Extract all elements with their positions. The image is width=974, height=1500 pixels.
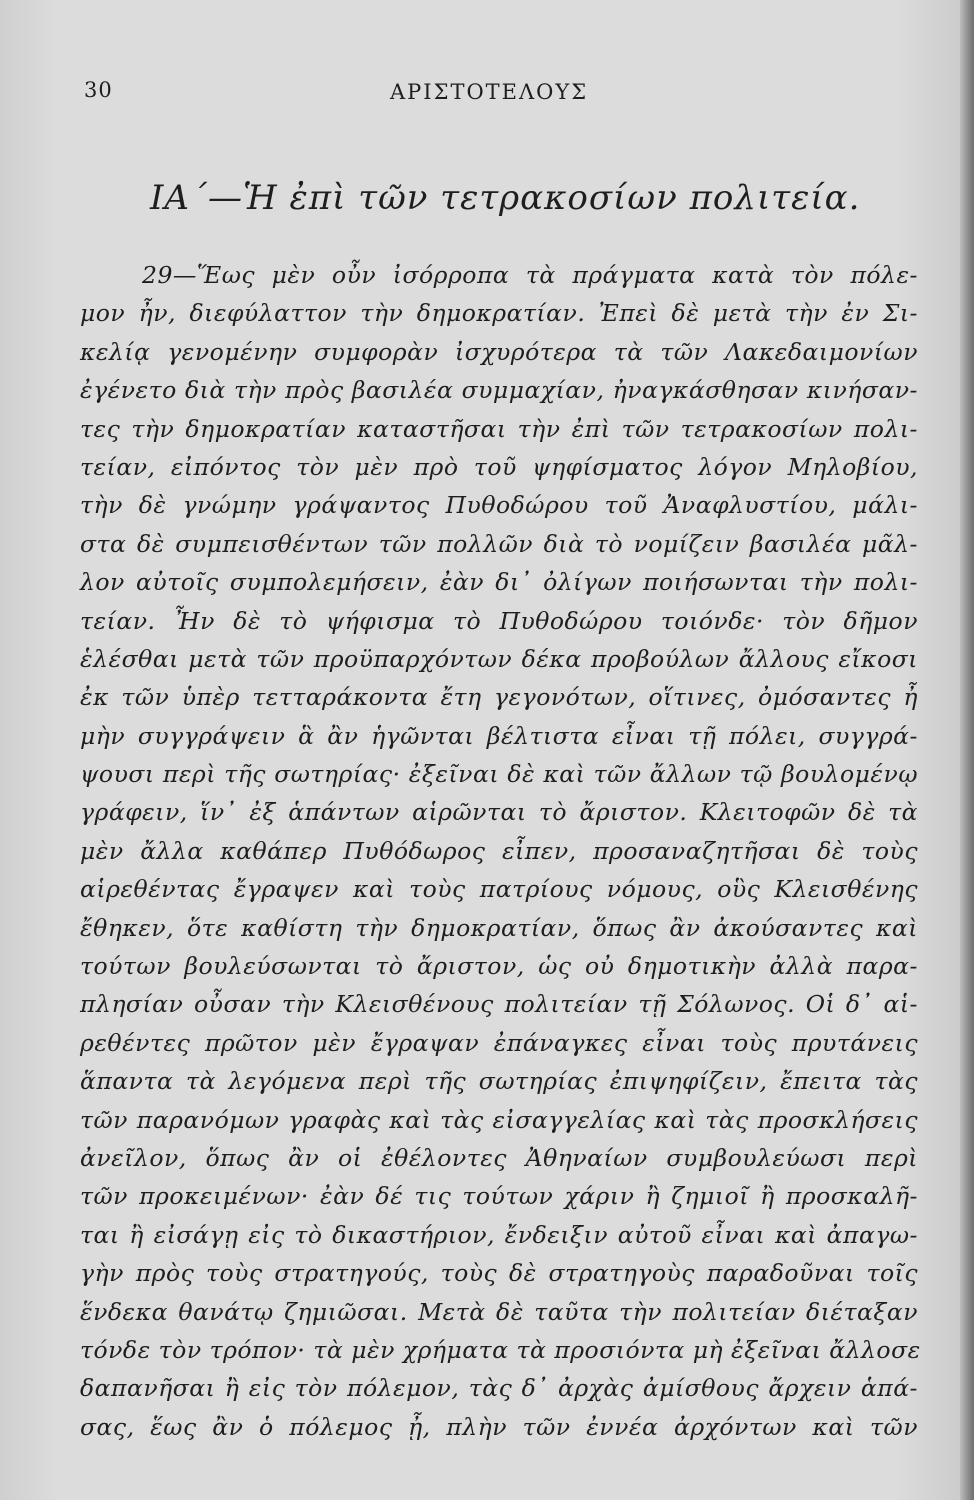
text-line: τὴν δὲ γνώμην γράψαντος Πυθοδώρου τοῦ Ἀναφλυστίου, μάλι- xyxy=(80,491,918,520)
text-line: αἱρεθέντας ἔγραψεν καὶ τοὺς πατρίους νόμους, οὓς Κλεισθένης xyxy=(80,875,918,904)
body-text xyxy=(80,256,921,1446)
running-head xyxy=(0,78,974,118)
text-line: ἀνεῖλον, ὅπως ἂν οἱ ἐθέλοντες Ἀθηναίων συμβουλεύωσι περὶ xyxy=(80,1143,918,1172)
text-line: τόνδε τὸν τρόπον· τὰ μὲν χρήματα τὰ προσιόντα μὴ ἐξεῖναι ἄλλοσε xyxy=(80,1335,921,1364)
text-line: τες τὴν δημοκρατίαν καταστῆσαι τὴν ἐπὶ τῶν τετρακοσίων πολι- xyxy=(80,414,918,443)
text-line: μὲν ἄλλα καθάπερ Πυθόδωρος εἶπεν, προσαναζητῆσαι δὲ τοὺς xyxy=(80,836,918,865)
text-line: μὴν συγγράψειν ἃ ἂν ἡγῶνται βέλτιστα εἶναι τῇ πόλει, συγγρά- xyxy=(80,721,918,750)
text-line: ρεθέντες πρῶτον μὲν ἔγραψαν ἐπάναγκες εἶναι τοὺς πρυτάνεις xyxy=(80,1028,918,1057)
text-line: τῶν προκειμένων· ἐὰν δέ τις τούτων χάριν ἢ ζημιοῖ ἢ προσκαλῆ- xyxy=(80,1182,918,1211)
text-line: τείαν. Ἦν δὲ τὸ ψήφισμα τὸ Πυθοδώρου τοιόνδε· τὸν δῆμον xyxy=(80,606,918,635)
text-line: μον ἦν, διεφύλαττον τὴν δημοκρατίαν. Ἐπεὶ δὲ μετὰ τὴν ἐν Σι- xyxy=(80,299,918,328)
text-line: ἐκ τῶν ὑπὲρ τετταράκοντα ἔτη γεγονότων, οἵτινες, ὀμόσαντες ἦ xyxy=(80,683,918,712)
text-line: ἑλέσθαι μετὰ τῶν προϋπαρχόντων δέκα προβούλων ἄλλους εἴκοσι xyxy=(80,644,918,673)
text-line: ἔθηκεν, ὅτε καθίστη τὴν δημοκρατίαν, ὅπως ἂν ἀκούσαντες καὶ xyxy=(80,913,918,942)
text-line: σας, ἕως ἂν ὁ πόλεμος ᾖ, πλὴν τῶν ἐννέα ἀρχόντων καὶ τῶν xyxy=(80,1412,918,1441)
running-title: ΑΡΙΣΤΟΤΕΛΟΥΣ xyxy=(390,80,589,104)
text-line: τούτων βουλεύσωνται τὸ ἄριστον, ὡς οὐ δημοτικὴν ἀλλὰ παρα- xyxy=(80,952,918,981)
text-line: ἅπαντα τὰ λεγόμενα περὶ τῆς σωτηρίας ἐπιψηφίζειν, ἔπειτα τὰς xyxy=(80,1067,918,1096)
page-number: 30 xyxy=(84,78,113,102)
page-edge-shadow xyxy=(960,0,974,1500)
text-line: τείαν, εἰπόντος τὸν μὲν πρὸ τοῦ ψηφίσματος λόγον Μηλοβίου, xyxy=(80,452,918,481)
text-line: ται ἢ εἰσάγῃ εἰς τὸ δικαστήριον, ἔνδειξιν αὐτοῦ εἶναι καὶ ἀπαγω- xyxy=(80,1220,918,1249)
text-line: ἐγένετο διὰ τὴν πρὸς βασιλέα συμμαχίαν, ἠναγκάσθησαν κινήσαν- xyxy=(80,376,918,405)
text-line: ἕνδεκα θανάτῳ ζημιῶσαι. Μετὰ δὲ ταῦτα τὴν πολιτείαν διέταξαν xyxy=(80,1297,918,1326)
text-line: δαπανῆσαι ἢ εἰς τὸν πόλεμον, τὰς δ᾽ ἀρχὰς ἀμίσθους ἄρχειν ἁπά- xyxy=(80,1374,918,1403)
text-line: λον αὐτοῖς συμπολεμήσειν, ἐὰν δι᾽ ὀλίγων ποιήσωνται τὴν πολι- xyxy=(80,568,918,597)
text-line: στα δὲ συμπεισθέντων τῶν πολλῶν διὰ τὸ νομίζειν βασιλέα μᾶλ- xyxy=(80,529,918,558)
text-line: γράφειν, ἵν᾽ ἐξ ἁπάντων αἱρῶνται τὸ ἄριστον. Κλειτοφῶν δὲ τὰ xyxy=(80,798,918,827)
text-line: 29—Ἕως μὲν οὖν ἰσόρροπα τὰ πράγματα κατὰ τὸν πόλε- xyxy=(142,261,918,289)
text-line: τῶν παρανόμων γραφὰς καὶ τὰς εἰσαγγελίας καὶ τὰς προσκλήσεις xyxy=(80,1105,918,1134)
chapter-title: ΙΑ΄—Ἡ ἐπὶ τῶν τετρακοσίων πολιτεία. xyxy=(150,178,861,218)
text-line: γὴν πρὸς τοὺς στρατηγούς, τοὺς δὲ στρατηγοὺς παραδοῦναι τοῖς xyxy=(80,1259,918,1288)
text-line: πλησίαν οὖσαν τὴν Κλεισθένους πολιτείαν τῇ Σόλωνος. Οἱ δ᾽ αἱ- xyxy=(80,990,918,1019)
text-line: κελίᾳ γενομένην συμφορὰν ἰσχυρότερα τὰ τῶν Λακεδαιμονίων xyxy=(80,337,918,366)
text-line: ψουσι περὶ τῆς σωτηρίας· ἐξεῖναι δὲ καὶ τῶν ἄλλων τῷ βουλομένῳ xyxy=(80,760,918,789)
